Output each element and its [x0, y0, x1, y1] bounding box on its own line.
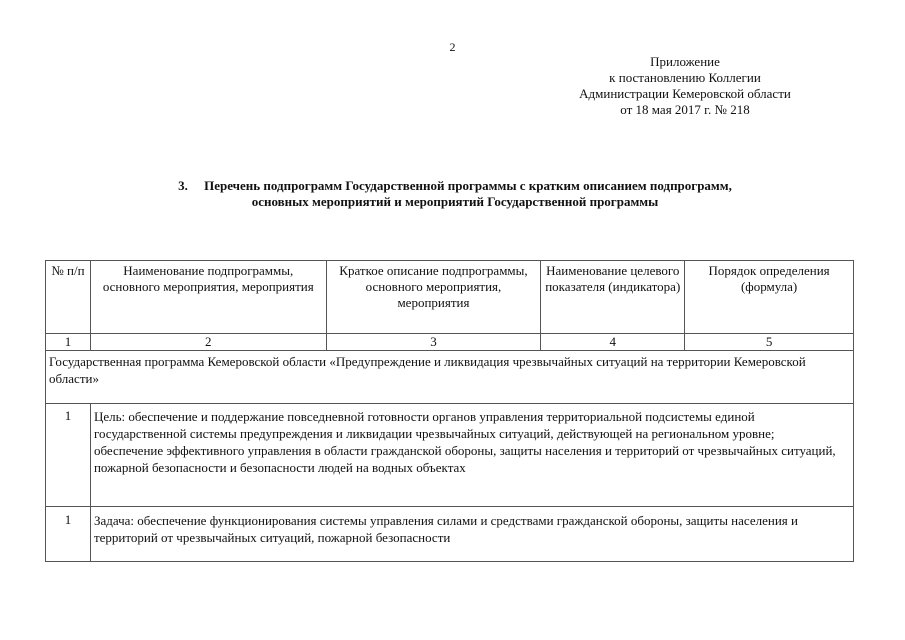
goal-text-line-2: обеспечение эффективного управления в области гражданской обороны, защиты населения и территорий от чрезвычайных ситуаций, пожарной безопасности и безопасности людей на водных объектах	[93, 443, 836, 475]
column-numbers-row	[46, 334, 854, 351]
page-number: 2	[449, 40, 456, 54]
approval-line-1: Приложение	[650, 54, 720, 69]
section-title	[60, 178, 850, 210]
section-title-line-2: основных мероприятий и мероприятий Государственной программы	[251, 194, 659, 209]
program-title: Государственная программа Кемеровской области «Предупреждение и ликвидация чрезвычайных ситуаций на территории Кемеровской области»	[46, 351, 854, 404]
header-formula: Порядок определения (формула)	[685, 261, 854, 334]
goal-row	[46, 404, 854, 507]
header-name: Наименование подпрограммы, основного мероприятия, мероприятия	[90, 261, 326, 334]
goal-num: 1	[46, 404, 91, 507]
col-number-4: 4	[541, 334, 685, 351]
table-header-row	[46, 261, 854, 334]
task-row	[46, 507, 854, 562]
goal-text-line-1: Цель: обеспечение и поддержание повседневной готовности органов управления территориальной подсистемы единой государственной системы предупреждения и ликвидации чрезвычайных ситуаций, действующей на региональном уровне;	[93, 409, 775, 441]
goal-text	[90, 404, 853, 507]
approval-line-3: Администрации Кемеровской области	[579, 86, 791, 101]
task-text: Задача: обеспечение функционирования системы управления силами и средствами гражданской обороны, защиты населения и территорий от чрезвычайных ситуаций, пожарной безопасности	[90, 507, 853, 562]
col-number-5: 5	[685, 334, 854, 351]
col-number-1: 1	[46, 334, 91, 351]
header-num: № п/п	[46, 261, 91, 334]
approval-line-4: от 18 мая 2017 г. № 218	[620, 102, 750, 117]
header-indicator: Наименование целевого показателя (индикатора)	[541, 261, 685, 334]
section-number: 3.	[178, 178, 188, 193]
col-number-2: 2	[90, 334, 326, 351]
section-title-line-1: Перечень подпрограмм Государственной программы с кратким описанием подпрограмм,	[204, 178, 732, 193]
col-number-3: 3	[326, 334, 541, 351]
approval-line-2: к постановлению Коллегии	[609, 70, 761, 85]
subprograms-table	[45, 260, 854, 562]
approval-block	[535, 54, 835, 118]
task-num: 1	[46, 507, 91, 562]
program-row	[46, 351, 854, 404]
header-description: Краткое описание подпрограммы, основного мероприятия, мероприятия	[326, 261, 541, 334]
